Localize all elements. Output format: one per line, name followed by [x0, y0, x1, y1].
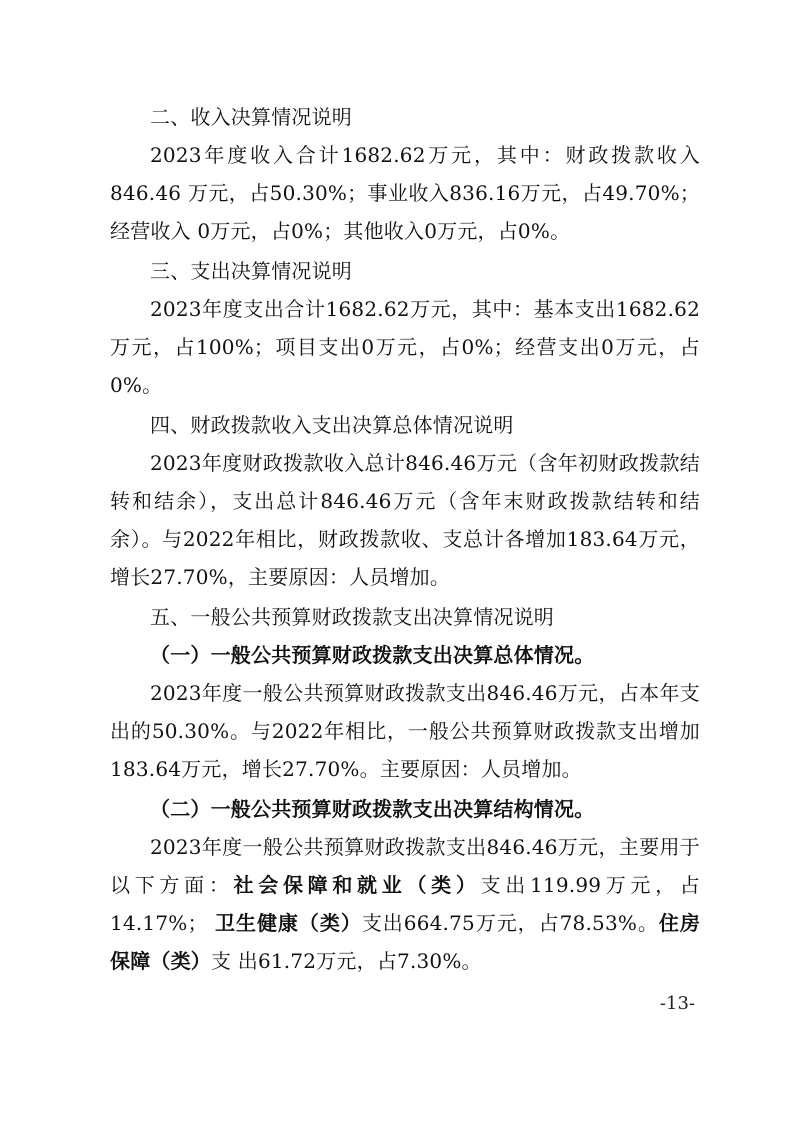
section-heading-income: 二、收入决算情况说明: [150, 105, 352, 129]
structure-intro-text: 2023年度一般公共预算财政拨款支出846.46万元，主要用于以下方面：: [110, 835, 700, 897]
paragraph-income: 2023年度收入合计1682.62万元，其中：财政拨款收入846.46 万元，占50.30%；事业收入836.16万元，占49.70%；经营收入 0万元，占0%；其他收入0万元，占0%。: [110, 143, 700, 243]
page-number: -13-: [659, 993, 695, 1014]
category-social-security-text: 支出119.99万元，占14.17%；: [110, 873, 701, 935]
category-health: 卫生健康（类）: [215, 911, 362, 935]
category-housing: 住房保障（类）: [110, 911, 701, 973]
category-social-security: 社会保障和就业（类）: [233, 873, 481, 897]
section-heading-fiscal-overall: 四、财政拨款收入支出决算总体情况说明: [150, 413, 514, 437]
paragraph-fiscal-overall: 2023年度财政拨款收入总计846.46万元（含年初财政拨款结转和结余），支出总计846.46万元（含年末财政拨款结转和结余）。与2022年相比，财政拨款收、支总计各增加183.64万元， 增长27.70%，主要原因：人员增加。: [110, 451, 700, 589]
paragraph-general-budget-structure: [110, 828, 700, 980]
subsection-heading-structure: （二）一般公共预算财政拨款支出决算结构情况。: [150, 797, 595, 821]
section-heading-general-budget: 五、一般公共预算财政拨款支出决算情况说明: [150, 605, 554, 629]
section-heading-expenditure: 三、支出决算情况说明: [150, 259, 352, 283]
document-body: [110, 96, 700, 982]
subsection-heading-overall: （一）一般公共预算财政拨款支出决算总体情况。: [150, 643, 595, 667]
category-housing-text: 支 出61.72万元，占7.30%。: [211, 949, 482, 973]
category-health-text: 支出664.75万元，占78.53%。: [361, 911, 659, 935]
paragraph-expenditure: 2023年度支出合计1682.62万元，其中：基本支出1682.62万元，占100%；项目支出0万元，占0%；经营支出0万元，占0%。: [110, 297, 700, 397]
paragraph-general-budget-overall: 2023年度一般公共预算财政拨款支出846.46万元，占本年支出的50.30%。与2022年相比，一般公共预算财政拨款支出增加183.64万元，增长27.70%。主要原因：人员增加。: [110, 681, 700, 781]
